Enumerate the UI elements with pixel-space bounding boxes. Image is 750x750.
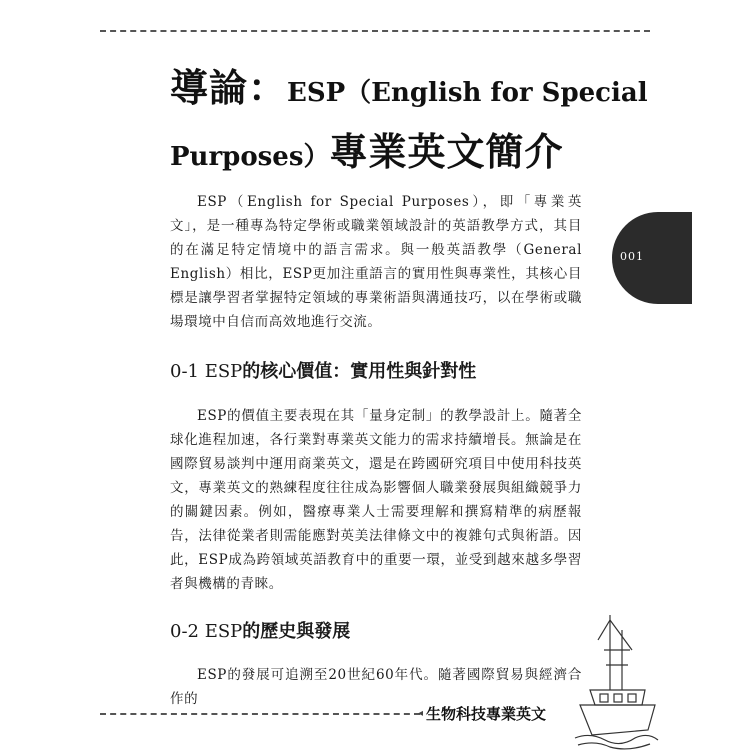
- chapter-title: [170, 62, 648, 188]
- page-number: 001: [620, 250, 644, 263]
- section-heading-text: 的核心價值：實用性與針對性: [242, 361, 477, 382]
- section-heading-text: 的歷史與發展: [242, 621, 351, 642]
- section-number: 0-2 ESP: [170, 621, 243, 642]
- section-heading-0-2: [170, 617, 350, 643]
- top-dashed-rule: [100, 30, 650, 32]
- section-heading-0-1: [170, 357, 476, 383]
- section-0-1-paragraph: [170, 404, 582, 596]
- title-latin-line1: ESP（English for Special: [287, 78, 648, 108]
- ship-illustration-icon: [570, 610, 660, 750]
- intro-paragraph: [170, 190, 582, 334]
- footer-book-title: 生物科技專業英文: [426, 705, 547, 723]
- footer-arrow-icon: ◂: [418, 708, 424, 719]
- section-number: 0-1 ESP: [170, 361, 243, 382]
- page-number-tab: [612, 212, 692, 304]
- title-zh-suffix: 專業英文簡介: [329, 130, 564, 174]
- title-latin-line2: Purposes）: [170, 142, 330, 172]
- section-text: ESP的價值主要表現在其「量身定制」的教學設計上。隨著全球化進程加速，各行業對專業英文能力的需求持續增長。無論是在國際貿易談判中運用商業英文，還是在跨國研究項目中使用科技英文，專業英文的熟練程度往往成為影響個人職業發展與組織競爭力的關鍵因素。例如，醫療專業人士需要理解和撰寫精準的病歷報告，法律從業者則需能應對英美法律條文中的複雜句式與術語。因此，ESP成為跨領域英語教育中的重要一環，並受到越來越多學習者與機構的青睞。: [170, 408, 582, 592]
- title-zh-prefix: 導論：: [170, 66, 288, 110]
- bottom-dashed-rule: [100, 713, 420, 715]
- intro-text: ESP（English for Special Purposes），即「專業英文」，是一種專為特定學術或職業領域設計的英語教學方式，其目的在滿足特定情境中的語言需求。與一般英語教學（General English）相比，ESP更加注重語言的實用性與專業性，其核心目標是讓學習者掌握特定領域的專業術語與溝通技巧，以在學術或職場環境中自信而高效地進行交流。: [170, 194, 582, 330]
- section-text: ESP的發展可追溯至20世紀60年代。隨著國際貿易與經濟合作的: [170, 667, 582, 707]
